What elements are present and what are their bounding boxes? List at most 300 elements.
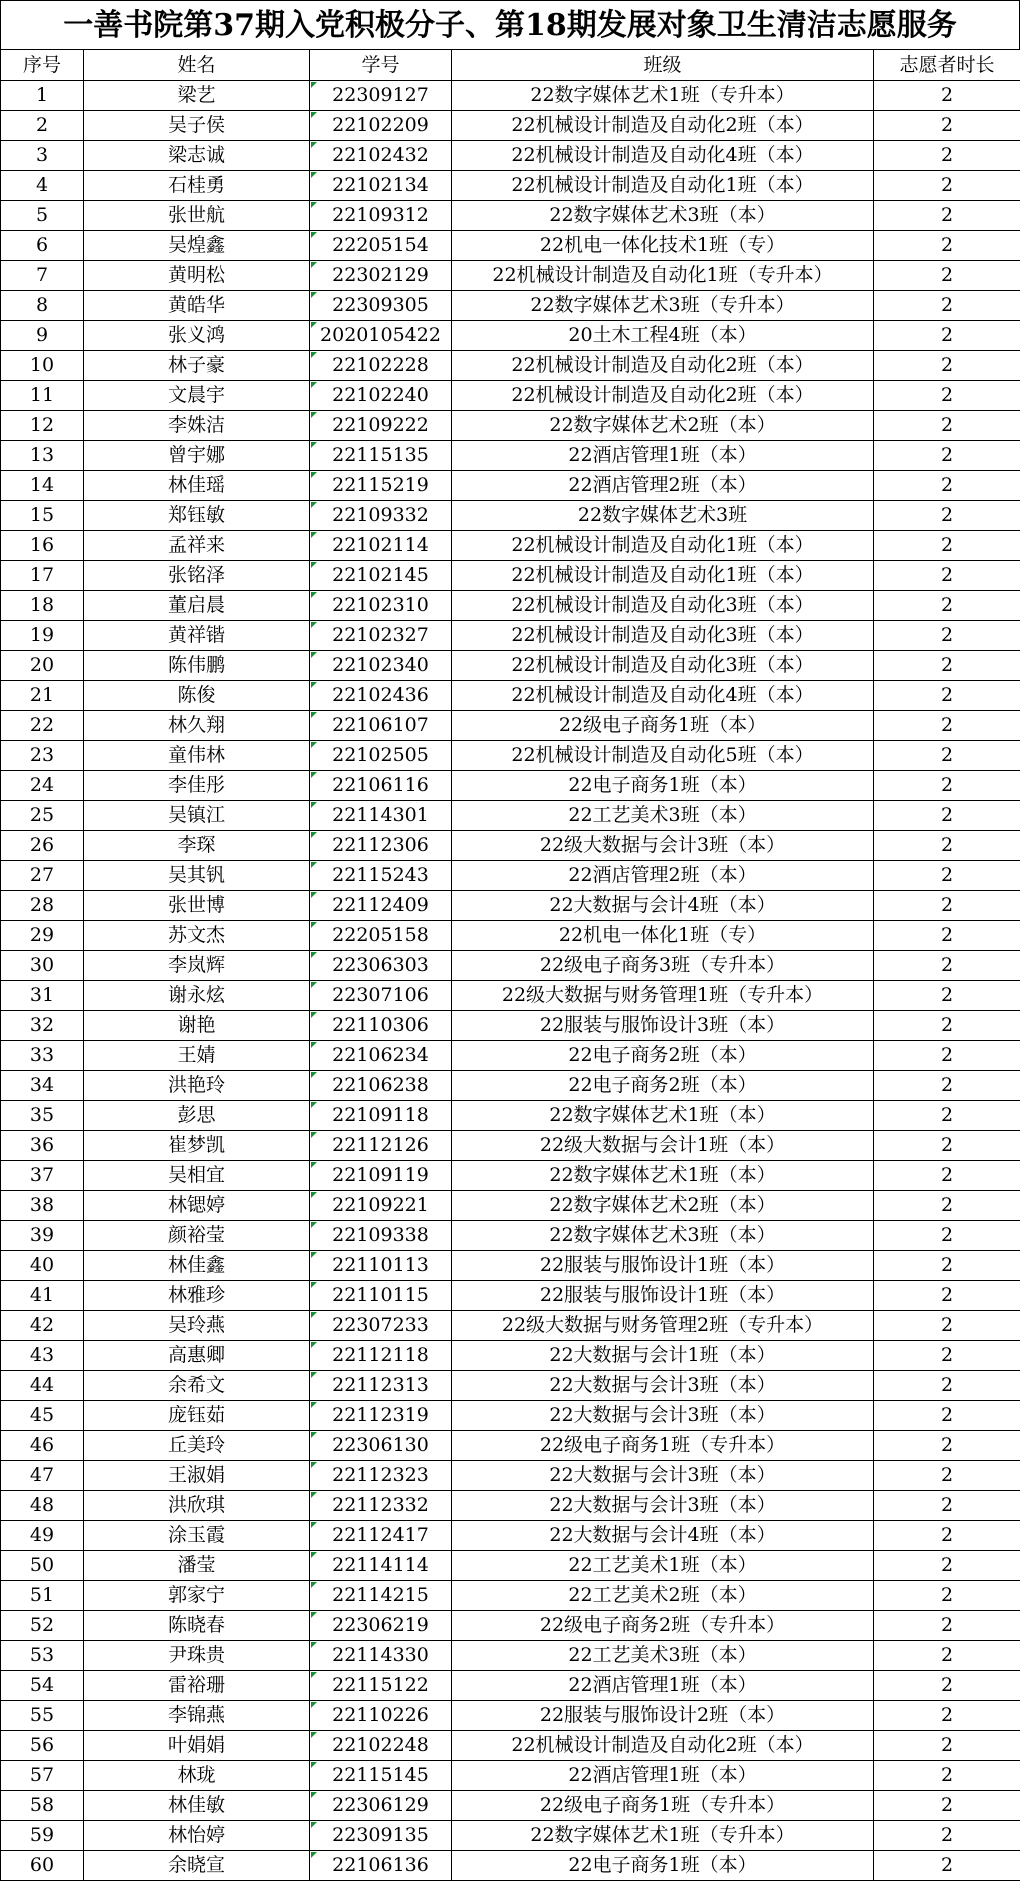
cell-student-id: 22306303 xyxy=(310,951,452,981)
cell-class: 22数字媒体艺术3班 xyxy=(452,501,874,531)
cell-name: 王婧 xyxy=(84,1041,310,1071)
cell-class: 22电子商务1班（本） xyxy=(452,771,874,801)
table-row xyxy=(1,981,1020,1011)
cell-hours: 2 xyxy=(874,1101,1020,1131)
table-row xyxy=(1,321,1020,351)
cell-name: 郭家宁 xyxy=(84,1581,310,1611)
cell-name: 洪欣琪 xyxy=(84,1491,310,1521)
cell-index: 12 xyxy=(1,411,84,441)
cell-class: 22级大数据与财务管理2班（专升本） xyxy=(452,1311,874,1341)
cell-student-id: 22112319 xyxy=(310,1401,452,1431)
cell-student-id: 22205154 xyxy=(310,231,452,261)
cell-index: 49 xyxy=(1,1521,84,1551)
cell-student-id: 22112323 xyxy=(310,1461,452,1491)
cell-hours: 2 xyxy=(874,1341,1020,1371)
table-body xyxy=(1,81,1020,1881)
cell-student-id: 22102340 xyxy=(310,651,452,681)
cell-name: 董启晨 xyxy=(84,591,310,621)
cell-student-id: 22309305 xyxy=(310,291,452,321)
cell-name: 李姝洁 xyxy=(84,411,310,441)
cell-index: 28 xyxy=(1,891,84,921)
cell-index: 32 xyxy=(1,1011,84,1041)
cell-name: 高惠卿 xyxy=(84,1341,310,1371)
cell-hours: 2 xyxy=(874,471,1020,501)
cell-index: 33 xyxy=(1,1041,84,1071)
cell-index: 58 xyxy=(1,1791,84,1821)
cell-index: 35 xyxy=(1,1101,84,1131)
cell-name: 林雅珍 xyxy=(84,1281,310,1311)
cell-hours: 2 xyxy=(874,741,1020,771)
cell-class: 22机电一体化技术1班（专） xyxy=(452,231,874,261)
cell-class: 22数字媒体艺术3班（本） xyxy=(452,201,874,231)
cell-class: 22酒店管理1班（本） xyxy=(452,1671,874,1701)
cell-hours: 2 xyxy=(874,1761,1020,1791)
table-row xyxy=(1,681,1020,711)
cell-class: 22服装与服饰设计3班（本） xyxy=(452,1011,874,1041)
table-row xyxy=(1,1731,1020,1761)
cell-hours: 2 xyxy=(874,81,1020,111)
table-row xyxy=(1,621,1020,651)
cell-class: 22大数据与会计4班（本） xyxy=(452,1521,874,1551)
table-row xyxy=(1,651,1020,681)
table-row xyxy=(1,801,1020,831)
cell-name: 黄明松 xyxy=(84,261,310,291)
table-row xyxy=(1,531,1020,561)
cell-class: 22机械设计制造及自动化1班（本） xyxy=(452,171,874,201)
cell-name: 李琛 xyxy=(84,831,310,861)
cell-class: 22级电子商务1班（专升本） xyxy=(452,1431,874,1461)
cell-name: 林珑 xyxy=(84,1761,310,1791)
cell-index: 56 xyxy=(1,1731,84,1761)
table-row xyxy=(1,1641,1020,1671)
cell-name: 庞钰茹 xyxy=(84,1401,310,1431)
cell-index: 45 xyxy=(1,1401,84,1431)
cell-index: 15 xyxy=(1,501,84,531)
cell-index: 51 xyxy=(1,1581,84,1611)
cell-student-id: 22114330 xyxy=(310,1641,452,1671)
cell-hours: 2 xyxy=(874,531,1020,561)
table-row xyxy=(1,1191,1020,1221)
cell-class: 22酒店管理2班（本） xyxy=(452,471,874,501)
cell-index: 25 xyxy=(1,801,84,831)
cell-name: 石桂勇 xyxy=(84,171,310,201)
cell-class: 22机电一体化1班（专） xyxy=(452,921,874,951)
cell-name: 李佳彤 xyxy=(84,771,310,801)
cell-index: 31 xyxy=(1,981,84,1011)
cell-name: 潘莹 xyxy=(84,1551,310,1581)
cell-student-id: 22309135 xyxy=(310,1821,452,1851)
cell-student-id: 22114301 xyxy=(310,801,452,831)
cell-class: 22大数据与会计3班（本） xyxy=(452,1401,874,1431)
cell-student-id: 22102228 xyxy=(310,351,452,381)
cell-hours: 2 xyxy=(874,1821,1020,1851)
cell-student-id: 22102145 xyxy=(310,561,452,591)
cell-class: 22服装与服饰设计1班（本） xyxy=(452,1251,874,1281)
cell-class: 22机械设计制造及自动化3班（本） xyxy=(452,591,874,621)
cell-student-id: 22109118 xyxy=(310,1101,452,1131)
cell-name: 林久翔 xyxy=(84,711,310,741)
cell-class: 22工艺美术3班（本） xyxy=(452,1641,874,1671)
cell-name: 文晨宇 xyxy=(84,381,310,411)
table-row xyxy=(1,441,1020,471)
cell-index: 40 xyxy=(1,1251,84,1281)
cell-name: 彭思 xyxy=(84,1101,310,1131)
cell-index: 24 xyxy=(1,771,84,801)
cell-name: 吴子侯 xyxy=(84,111,310,141)
cell-class: 22机械设计制造及自动化2班（本） xyxy=(452,351,874,381)
cell-hours: 2 xyxy=(874,111,1020,141)
cell-hours: 2 xyxy=(874,921,1020,951)
cell-class: 22电子商务1班（本） xyxy=(452,1851,874,1881)
cell-student-id: 22114215 xyxy=(310,1581,452,1611)
cell-index: 11 xyxy=(1,381,84,411)
cell-name: 林佳鑫 xyxy=(84,1251,310,1281)
cell-student-id: 22114114 xyxy=(310,1551,452,1581)
cell-hours: 2 xyxy=(874,891,1020,921)
table-row xyxy=(1,261,1020,291)
cell-name: 余希文 xyxy=(84,1371,310,1401)
cell-student-id: 22106136 xyxy=(310,1851,452,1881)
table-row xyxy=(1,1431,1020,1461)
cell-student-id: 22102436 xyxy=(310,681,452,711)
cell-name: 林怡婷 xyxy=(84,1821,310,1851)
cell-class: 22大数据与会计4班（本） xyxy=(452,891,874,921)
table-row xyxy=(1,1671,1020,1701)
cell-index: 52 xyxy=(1,1611,84,1641)
cell-class: 22服装与服饰设计1班（本） xyxy=(452,1281,874,1311)
cell-hours: 2 xyxy=(874,141,1020,171)
cell-name: 颜裕莹 xyxy=(84,1221,310,1251)
cell-hours: 2 xyxy=(874,681,1020,711)
cell-student-id: 22112417 xyxy=(310,1521,452,1551)
cell-student-id: 22110113 xyxy=(310,1251,452,1281)
cell-index: 30 xyxy=(1,951,84,981)
cell-index: 8 xyxy=(1,291,84,321)
table-row xyxy=(1,711,1020,741)
cell-index: 17 xyxy=(1,561,84,591)
cell-student-id: 22115243 xyxy=(310,861,452,891)
cell-class: 22机械设计制造及自动化2班（本） xyxy=(452,1731,874,1761)
header-name: 姓名 xyxy=(84,50,310,81)
volunteer-table xyxy=(0,49,1020,1881)
cell-hours: 2 xyxy=(874,831,1020,861)
cell-name: 陈晓春 xyxy=(84,1611,310,1641)
cell-name: 谢艳 xyxy=(84,1011,310,1041)
cell-class: 22数字媒体艺术2班（本） xyxy=(452,411,874,441)
cell-name: 曾宇娜 xyxy=(84,441,310,471)
cell-student-id: 22102240 xyxy=(310,381,452,411)
cell-class: 22级大数据与会计3班（本） xyxy=(452,831,874,861)
cell-index: 50 xyxy=(1,1551,84,1581)
table-row xyxy=(1,501,1020,531)
table-row xyxy=(1,1791,1020,1821)
cell-class: 22电子商务2班（本） xyxy=(452,1071,874,1101)
cell-name: 吴其钒 xyxy=(84,861,310,891)
cell-name: 洪艳玲 xyxy=(84,1071,310,1101)
cell-name: 苏文杰 xyxy=(84,921,310,951)
cell-hours: 2 xyxy=(874,1071,1020,1101)
cell-hours: 2 xyxy=(874,1311,1020,1341)
cell-index: 39 xyxy=(1,1221,84,1251)
cell-student-id: 22112126 xyxy=(310,1131,452,1161)
cell-hours: 2 xyxy=(874,1161,1020,1191)
cell-class: 22服装与服饰设计2班（本） xyxy=(452,1701,874,1731)
table-row xyxy=(1,111,1020,141)
cell-student-id: 22109222 xyxy=(310,411,452,441)
cell-index: 38 xyxy=(1,1191,84,1221)
cell-index: 1 xyxy=(1,81,84,111)
cell-hours: 2 xyxy=(874,1041,1020,1071)
cell-name: 雷裕珊 xyxy=(84,1671,310,1701)
cell-student-id: 22306129 xyxy=(310,1791,452,1821)
cell-hours: 2 xyxy=(874,1551,1020,1581)
cell-student-id: 22307233 xyxy=(310,1311,452,1341)
cell-class: 22机械设计制造及自动化3班（本） xyxy=(452,651,874,681)
cell-student-id: 22102134 xyxy=(310,171,452,201)
cell-student-id: 22302129 xyxy=(310,261,452,291)
cell-hours: 2 xyxy=(874,501,1020,531)
cell-student-id: 22109338 xyxy=(310,1221,452,1251)
table-row xyxy=(1,201,1020,231)
cell-hours: 2 xyxy=(874,861,1020,891)
cell-hours: 2 xyxy=(874,351,1020,381)
cell-name: 吴煌鑫 xyxy=(84,231,310,261)
cell-name: 谢永炫 xyxy=(84,981,310,1011)
cell-name: 童伟林 xyxy=(84,741,310,771)
cell-class: 22级电子商务2班（专升本） xyxy=(452,1611,874,1641)
cell-class: 22机械设计制造及自动化1班（专升本） xyxy=(452,261,874,291)
cell-student-id: 22102310 xyxy=(310,591,452,621)
cell-class: 22机械设计制造及自动化3班（本） xyxy=(452,621,874,651)
cell-index: 6 xyxy=(1,231,84,261)
cell-hours: 2 xyxy=(874,801,1020,831)
cell-class: 22工艺美术3班（本） xyxy=(452,801,874,831)
cell-name: 黄祥锴 xyxy=(84,621,310,651)
table-row xyxy=(1,351,1020,381)
cell-class: 22酒店管理1班（本） xyxy=(452,441,874,471)
cell-hours: 2 xyxy=(874,1641,1020,1671)
cell-hours: 2 xyxy=(874,231,1020,261)
cell-name: 吴相宜 xyxy=(84,1161,310,1191)
cell-hours: 2 xyxy=(874,711,1020,741)
table-row xyxy=(1,951,1020,981)
cell-index: 23 xyxy=(1,741,84,771)
cell-index: 27 xyxy=(1,861,84,891)
cell-class: 22机械设计制造及自动化1班（本） xyxy=(452,531,874,561)
cell-hours: 2 xyxy=(874,1671,1020,1701)
cell-hours: 2 xyxy=(874,1461,1020,1491)
cell-name: 余晓宣 xyxy=(84,1851,310,1881)
header-student-id: 学号 xyxy=(310,50,452,81)
cell-name: 林佳瑶 xyxy=(84,471,310,501)
cell-name: 丘美玲 xyxy=(84,1431,310,1461)
cell-index: 47 xyxy=(1,1461,84,1491)
table-row xyxy=(1,1761,1020,1791)
cell-student-id: 22306219 xyxy=(310,1611,452,1641)
table-row xyxy=(1,1071,1020,1101)
cell-hours: 2 xyxy=(874,981,1020,1011)
cell-student-id: 22115145 xyxy=(310,1761,452,1791)
cell-class: 22机械设计制造及自动化2班（本） xyxy=(452,111,874,141)
cell-hours: 2 xyxy=(874,1731,1020,1761)
cell-student-id: 22102505 xyxy=(310,741,452,771)
cell-hours: 2 xyxy=(874,1521,1020,1551)
cell-student-id: 22110306 xyxy=(310,1011,452,1041)
cell-student-id: 22306130 xyxy=(310,1431,452,1461)
cell-hours: 2 xyxy=(874,1611,1020,1641)
table-row xyxy=(1,1251,1020,1281)
cell-student-id: 22112332 xyxy=(310,1491,452,1521)
cell-index: 41 xyxy=(1,1281,84,1311)
cell-hours: 2 xyxy=(874,1701,1020,1731)
cell-index: 48 xyxy=(1,1491,84,1521)
cell-class: 22级大数据与财务管理1班（专升本） xyxy=(452,981,874,1011)
cell-student-id: 22102432 xyxy=(310,141,452,171)
cell-class: 22数字媒体艺术1班（专升本） xyxy=(452,1821,874,1851)
cell-student-id: 22115219 xyxy=(310,471,452,501)
cell-index: 55 xyxy=(1,1701,84,1731)
cell-student-id: 22106116 xyxy=(310,771,452,801)
cell-hours: 2 xyxy=(874,1851,1020,1881)
cell-class: 22大数据与会计3班（本） xyxy=(452,1461,874,1491)
cell-name: 李岚辉 xyxy=(84,951,310,981)
cell-index: 37 xyxy=(1,1161,84,1191)
cell-index: 21 xyxy=(1,681,84,711)
cell-class: 22工艺美术1班（本） xyxy=(452,1551,874,1581)
cell-index: 57 xyxy=(1,1761,84,1791)
cell-class: 22机械设计制造及自动化2班（本） xyxy=(452,381,874,411)
cell-index: 44 xyxy=(1,1371,84,1401)
table-row xyxy=(1,861,1020,891)
cell-hours: 2 xyxy=(874,1491,1020,1521)
cell-hours: 2 xyxy=(874,411,1020,441)
cell-hours: 2 xyxy=(874,1791,1020,1821)
cell-name: 吴镇江 xyxy=(84,801,310,831)
cell-name: 林锶婷 xyxy=(84,1191,310,1221)
cell-class: 22机械设计制造及自动化4班（本） xyxy=(452,681,874,711)
cell-hours: 2 xyxy=(874,1011,1020,1041)
cell-index: 34 xyxy=(1,1071,84,1101)
cell-index: 29 xyxy=(1,921,84,951)
header-index: 序号 xyxy=(1,50,84,81)
cell-class: 22数字媒体艺术3班（专升本） xyxy=(452,291,874,321)
cell-hours: 2 xyxy=(874,441,1020,471)
cell-index: 2 xyxy=(1,111,84,141)
cell-name: 叶娟娟 xyxy=(84,1731,310,1761)
cell-student-id: 2020105422 xyxy=(310,321,452,351)
cell-hours: 2 xyxy=(874,261,1020,291)
cell-name: 尹珠贵 xyxy=(84,1641,310,1671)
cell-index: 9 xyxy=(1,321,84,351)
cell-index: 5 xyxy=(1,201,84,231)
cell-index: 18 xyxy=(1,591,84,621)
header-class: 班级 xyxy=(452,50,874,81)
table-row xyxy=(1,1371,1020,1401)
cell-hours: 2 xyxy=(874,771,1020,801)
cell-class: 22级电子商务3班（专升本） xyxy=(452,951,874,981)
table-row xyxy=(1,471,1020,501)
cell-class: 22数字媒体艺术3班（本） xyxy=(452,1221,874,1251)
cell-index: 22 xyxy=(1,711,84,741)
cell-hours: 2 xyxy=(874,591,1020,621)
cell-index: 36 xyxy=(1,1131,84,1161)
cell-hours: 2 xyxy=(874,1581,1020,1611)
table-row xyxy=(1,231,1020,261)
cell-student-id: 22102114 xyxy=(310,531,452,561)
table-row xyxy=(1,1131,1020,1161)
table-row xyxy=(1,1161,1020,1191)
cell-name: 陈俊 xyxy=(84,681,310,711)
cell-hours: 2 xyxy=(874,1401,1020,1431)
cell-name: 张世航 xyxy=(84,201,310,231)
cell-index: 7 xyxy=(1,261,84,291)
cell-index: 53 xyxy=(1,1641,84,1671)
cell-index: 43 xyxy=(1,1341,84,1371)
cell-hours: 2 xyxy=(874,951,1020,981)
cell-class: 22大数据与会计1班（本） xyxy=(452,1341,874,1371)
cell-hours: 2 xyxy=(874,1251,1020,1281)
cell-student-id: 22109332 xyxy=(310,501,452,531)
cell-name: 张铭泽 xyxy=(84,561,310,591)
table-row xyxy=(1,291,1020,321)
table-row xyxy=(1,1101,1020,1131)
cell-name: 吴玲燕 xyxy=(84,1311,310,1341)
cell-student-id: 22112313 xyxy=(310,1371,452,1401)
table-row xyxy=(1,1011,1020,1041)
table-row xyxy=(1,1221,1020,1251)
cell-name: 涂玉霞 xyxy=(84,1521,310,1551)
cell-student-id: 22106107 xyxy=(310,711,452,741)
table-row xyxy=(1,1551,1020,1581)
cell-student-id: 22112118 xyxy=(310,1341,452,1371)
cell-index: 20 xyxy=(1,651,84,681)
table-row xyxy=(1,171,1020,201)
cell-hours: 2 xyxy=(874,171,1020,201)
cell-index: 13 xyxy=(1,441,84,471)
cell-student-id: 22109119 xyxy=(310,1161,452,1191)
table-row xyxy=(1,1401,1020,1431)
cell-student-id: 22110226 xyxy=(310,1701,452,1731)
table-row xyxy=(1,1041,1020,1071)
cell-student-id: 22109221 xyxy=(310,1191,452,1221)
header-row xyxy=(1,50,1020,81)
cell-hours: 2 xyxy=(874,561,1020,591)
cell-class: 22级大数据与会计1班（本） xyxy=(452,1131,874,1161)
cell-student-id: 22102209 xyxy=(310,111,452,141)
cell-student-id: 22106238 xyxy=(310,1071,452,1101)
cell-student-id: 22106234 xyxy=(310,1041,452,1071)
cell-index: 42 xyxy=(1,1311,84,1341)
cell-hours: 2 xyxy=(874,621,1020,651)
table-row xyxy=(1,1611,1020,1641)
cell-name: 孟祥来 xyxy=(84,531,310,561)
cell-index: 26 xyxy=(1,831,84,861)
cell-class: 22电子商务2班（本） xyxy=(452,1041,874,1071)
cell-index: 60 xyxy=(1,1851,84,1881)
table-row xyxy=(1,1851,1020,1881)
cell-class: 22大数据与会计3班（本） xyxy=(452,1371,874,1401)
table-row xyxy=(1,411,1020,441)
table-row xyxy=(1,921,1020,951)
table-row xyxy=(1,141,1020,171)
table-row xyxy=(1,1341,1020,1371)
cell-student-id: 22115135 xyxy=(310,441,452,471)
cell-student-id: 22102248 xyxy=(310,1731,452,1761)
table-row xyxy=(1,81,1020,111)
cell-hours: 2 xyxy=(874,1371,1020,1401)
cell-hours: 2 xyxy=(874,201,1020,231)
cell-name: 崔梦凯 xyxy=(84,1131,310,1161)
